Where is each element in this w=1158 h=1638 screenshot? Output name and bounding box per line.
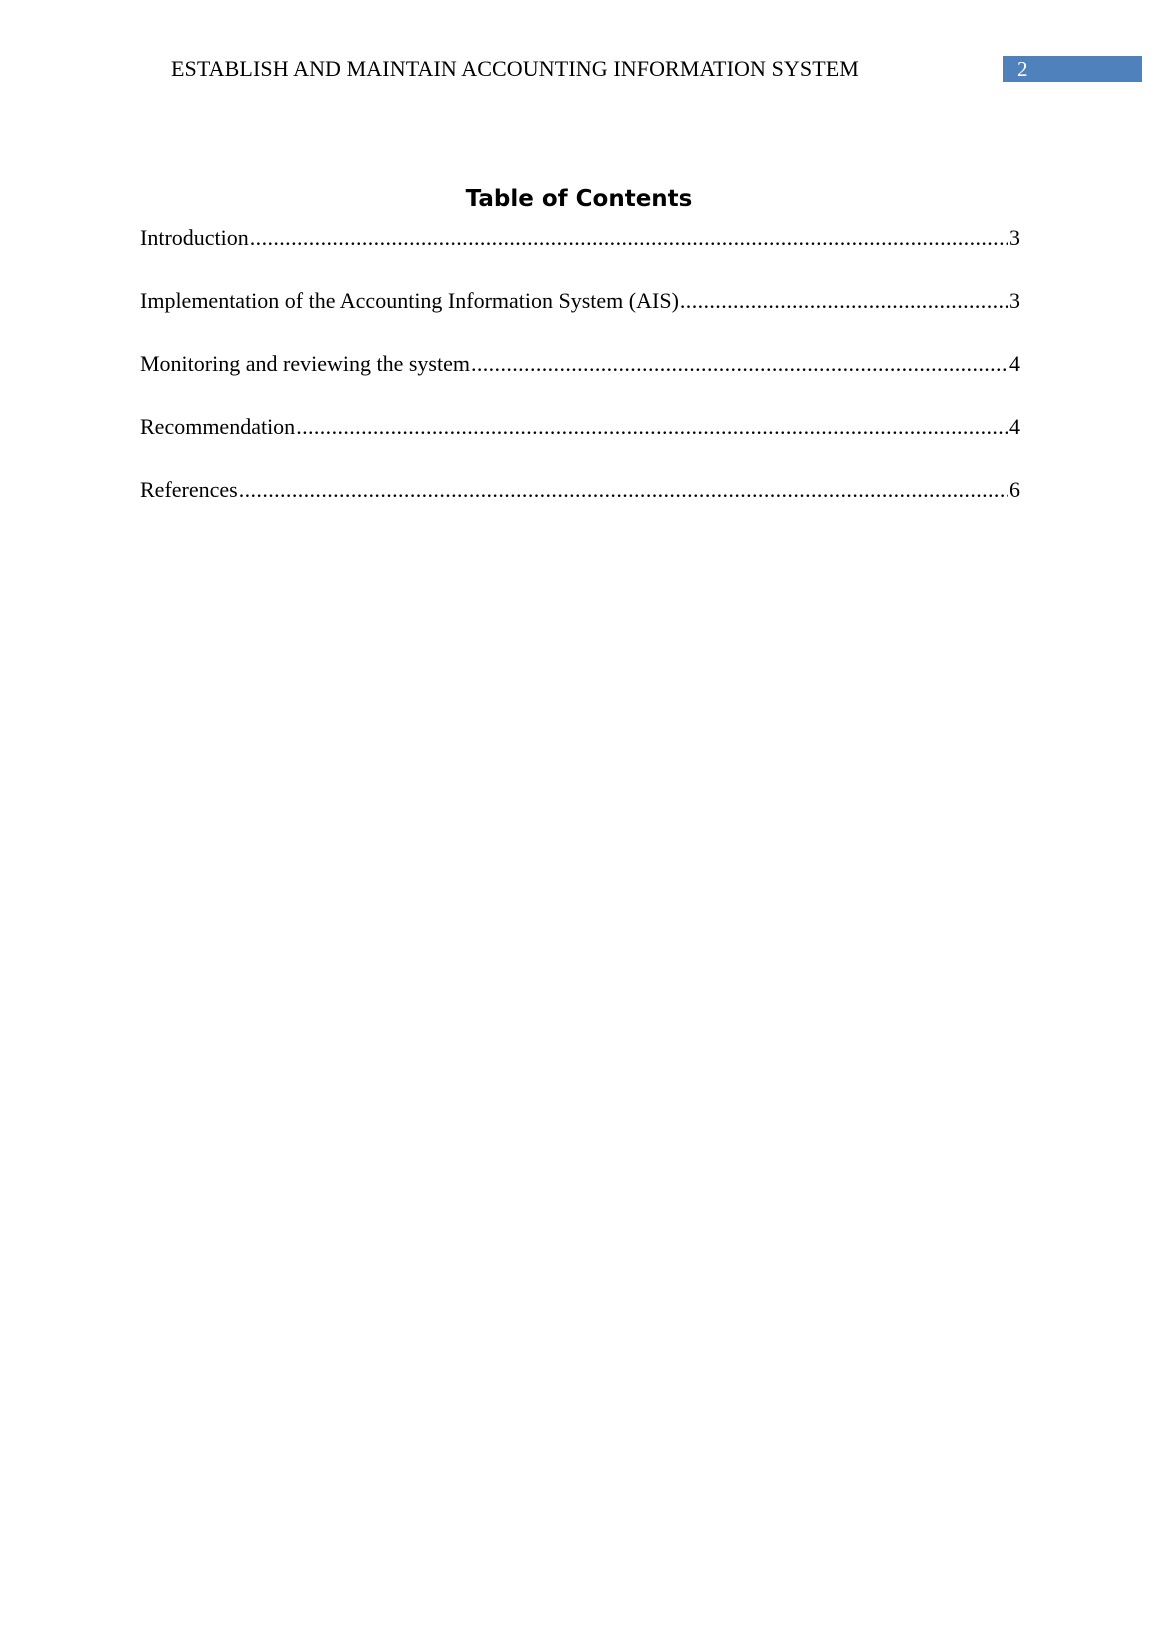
toc-heading: Table of Contents bbox=[465, 186, 693, 212]
toc-dot-leader bbox=[239, 477, 1008, 503]
toc-entry-label: References bbox=[140, 477, 238, 502]
toc-entry-label: Introduction bbox=[140, 225, 249, 250]
toc-entry-label: Recommendation bbox=[140, 414, 296, 439]
toc-entry-page: 4 bbox=[1009, 414, 1020, 439]
toc-entry-monitoring[interactable] bbox=[140, 351, 1020, 414]
toc-entry-label: Monitoring and reviewing the system bbox=[140, 351, 470, 376]
toc-entry-page: 3 bbox=[1009, 225, 1020, 250]
table-of-contents bbox=[140, 225, 1020, 540]
toc-entry-page: 4 bbox=[1009, 351, 1020, 376]
page-number-badge: 2 bbox=[1003, 56, 1142, 82]
toc-dot-leader bbox=[680, 288, 1008, 314]
toc-entry-implementation[interactable] bbox=[140, 288, 1020, 351]
toc-entry-page: 3 bbox=[1009, 288, 1020, 313]
toc-dot-leader bbox=[296, 414, 1008, 440]
running-header-title: ESTABLISH AND MAINTAIN ACCOUNTING INFORMATION SYSTEM bbox=[171, 56, 859, 81]
toc-entry-references[interactable] bbox=[140, 477, 1020, 540]
toc-entry-recommendation[interactable] bbox=[140, 414, 1020, 477]
toc-entry-label: Implementation of the Accounting Information System (AIS) bbox=[140, 288, 679, 313]
toc-dot-leader bbox=[250, 225, 1008, 251]
toc-dot-leader bbox=[471, 351, 1008, 377]
toc-entry-page: 6 bbox=[1009, 477, 1020, 502]
toc-entry-introduction[interactable] bbox=[140, 225, 1020, 288]
